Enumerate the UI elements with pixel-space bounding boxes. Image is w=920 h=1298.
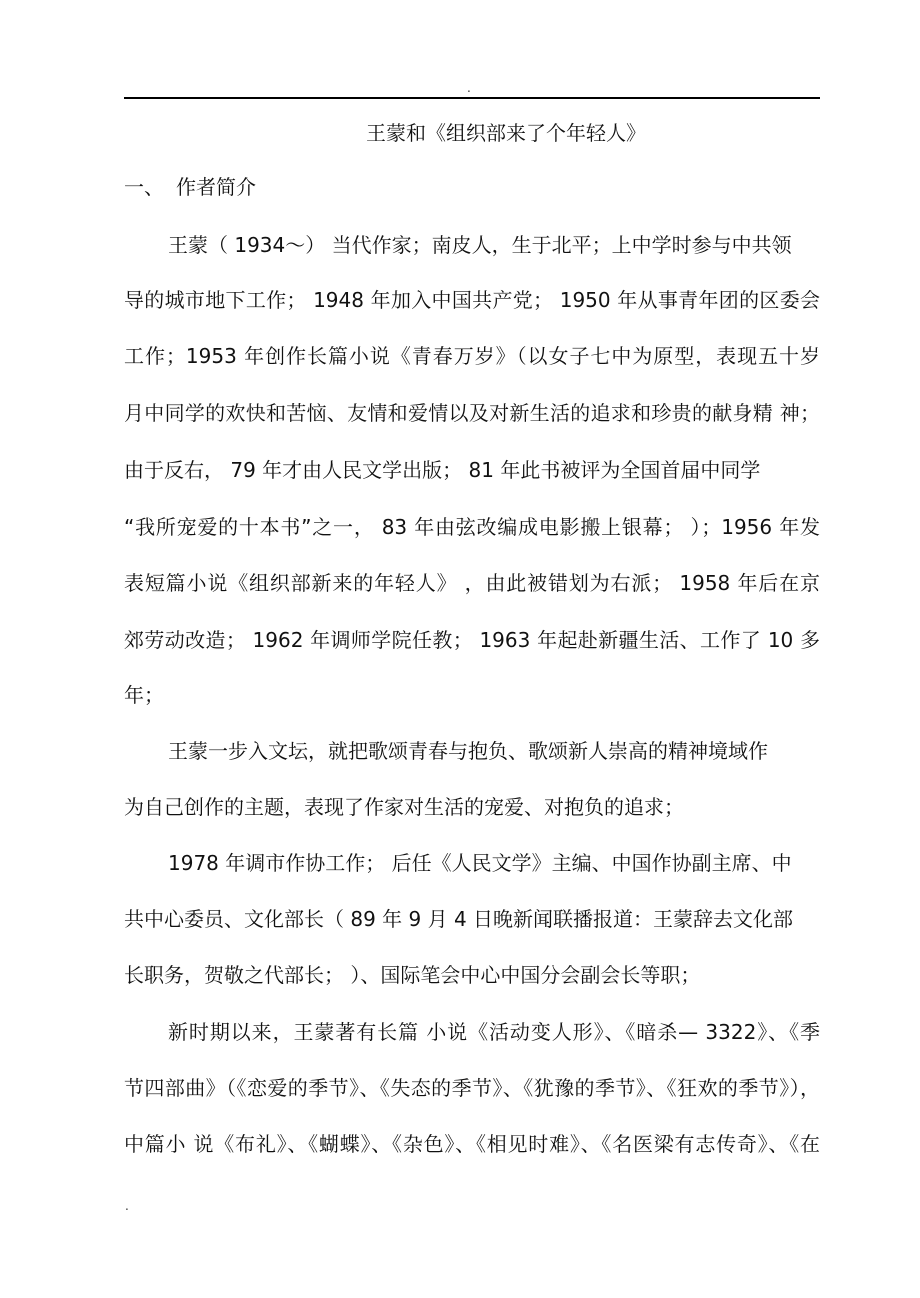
header-mark: .: [467, 81, 471, 95]
paragraph-line: 王蒙一步入文坛，就把歌颂青春与抱负、歌颂新人崇高的精神境域作: [168, 739, 768, 763]
document-title: 王蒙和《组织部来了个年轻人》: [366, 121, 646, 145]
paragraph-line: 郊劳动改造； 1962 年调师学院任教； 1963 年起赴新疆生活、工作了 10 多: [124, 628, 820, 652]
paragraph-line: 新时期以来，王蒙著有长篇 小说《活动变人形》、《暗杀— 3322》、《季: [168, 1020, 820, 1044]
section-label: 作者简介: [176, 175, 256, 199]
paragraph-line: 长职务，贺敬之代部长； ）、国际笔会中心中国分会副会长等职；: [124, 963, 701, 987]
paragraph-line: 王蒙（ 1934～） 当代作家；南皮人，生于北平；上中学时参与中共领: [168, 233, 792, 257]
section-number: 一、: [124, 175, 164, 199]
paragraph-line: 1978 年调市作协工作； 后任《人民文学》主编、中国作协副主席、中: [168, 851, 792, 875]
section-heading: [124, 172, 256, 202]
paragraph-line: 工作；1953 年创作长篇小说《青春万岁》（以女子七中为原型，表现五十岁: [124, 344, 820, 368]
paragraph-line: 表短篇小说《组织部新来的年轻人》 ，由此被错划为右派； 1958 年后在京: [124, 571, 820, 595]
paragraph-line: 由于反右， 79 年才由人民文学出版； 81 年此书被评为全国首届中同学: [124, 458, 761, 482]
paragraph-line: 导的城市地下工作； 1948 年加入中国共产党； 1950 年从事青年团的区委会: [124, 288, 820, 312]
paragraph-line: 为自己创作的主题，表现了作家对生活的宠爱、对抱负的追求；: [124, 795, 684, 819]
paragraph-line: “我所宠爱的十本书”之一， 83 年由弦改编成电影搬上银幕； ）；1956 年发: [124, 515, 820, 539]
header-rule: [124, 97, 820, 99]
paragraph-line: 月中同学的欢快和苦恼、友情和爱情以及对新生活的追求和珍贵的献身精 神；: [124, 401, 820, 425]
paragraph-line: 共中心委员、文化部长（ 89 年 9 月 4 日晚新闻联播报道：王蒙辞去文化部: [124, 907, 794, 931]
paragraph-line: 节四部曲》（《恋爱的季节》、《失态的季节》、《犹豫的季节》、《狂欢的季节》），: [124, 1076, 820, 1100]
paragraph-line: 年；: [124, 683, 164, 707]
paragraph-line: 中篇小 说《布礼》、《蝴蝶》、《杂色》、《相见时难》、《名医梁有志传奇》、《在: [124, 1132, 820, 1156]
footer-mark: .: [125, 1199, 129, 1213]
